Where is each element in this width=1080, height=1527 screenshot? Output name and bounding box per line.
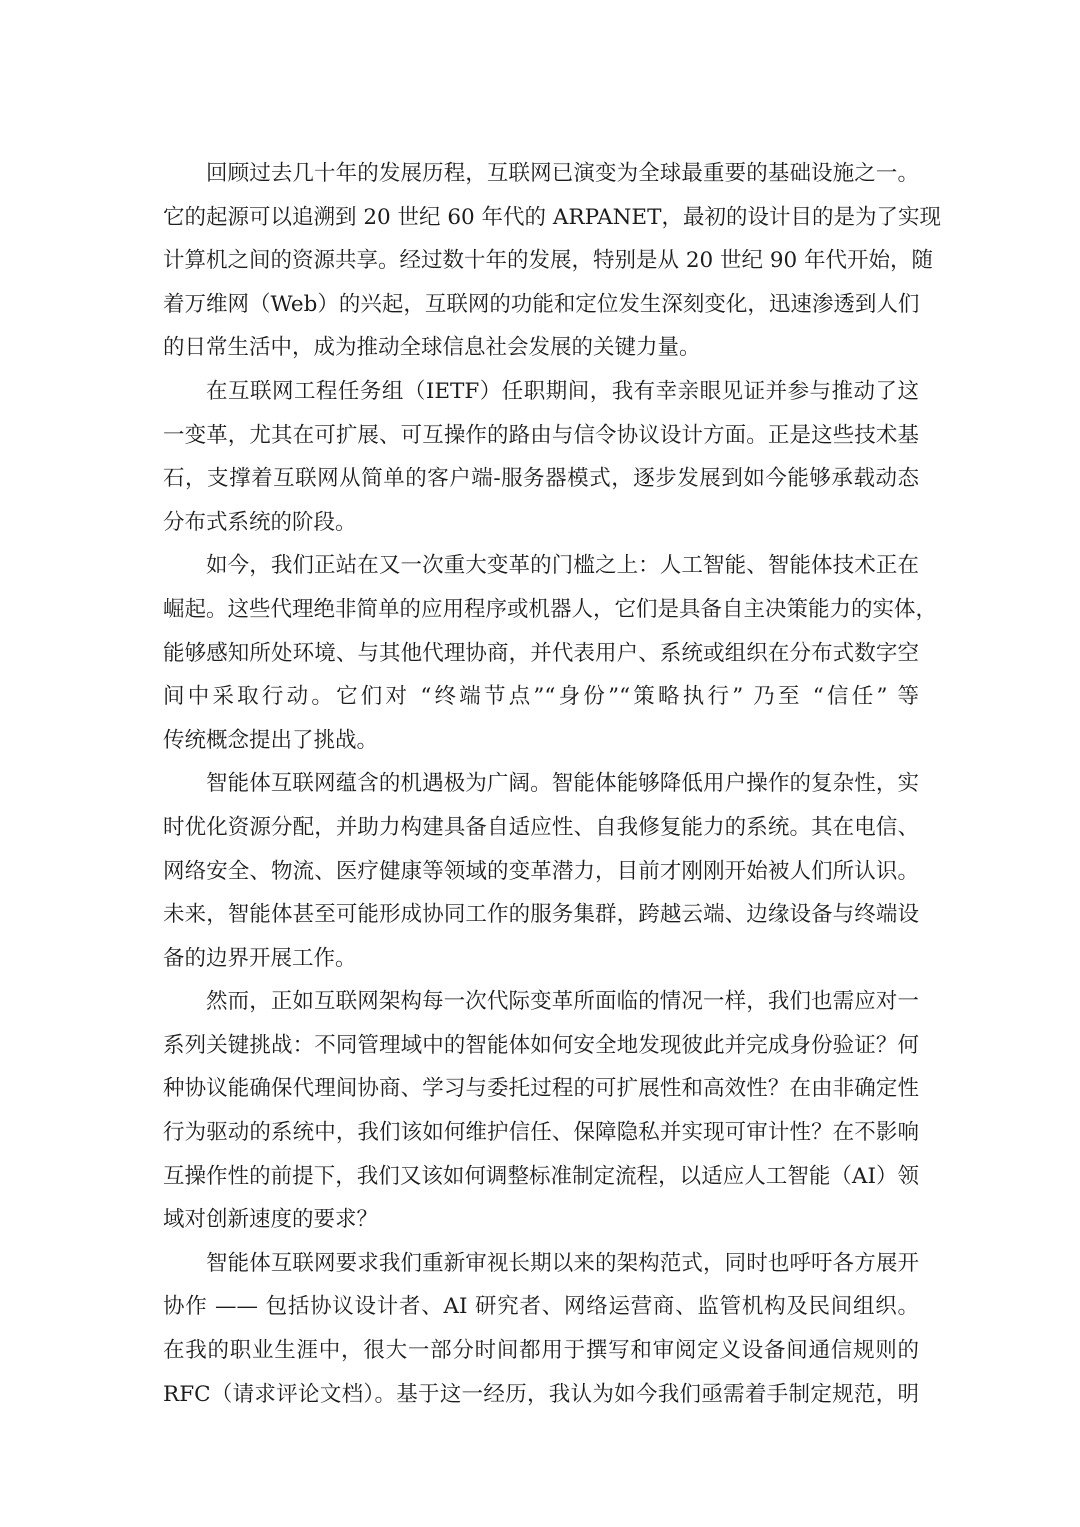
- text-line: 传统概念提出了挑战。: [163, 727, 379, 753]
- text-line: 崛起。这些代理绝非简单的应用程序或机器人，它们是具备自主决策能力的实体，: [163, 596, 938, 622]
- text-line: 域对创新速度的要求？: [163, 1207, 379, 1233]
- text-line: 在互联网工程任务组（IETF）任职期间，我有幸亲眼见证并参与推动了这: [206, 378, 919, 404]
- text-line: 间中采取行动。它们对 “终端节点”“身份”“策略执行” 乃至 “信任” 等: [163, 684, 919, 710]
- text-line: RFC（请求评论文档）。基于这一经历，我认为如今我们亟需着手制定规范，明: [163, 1381, 919, 1407]
- text-line: 的日常生活中，成为推动全球信息社会发展的关键力量。: [163, 335, 701, 361]
- document-body: [163, 152, 941, 1416]
- text-line: 着万维网（Web）的兴起，互联网的功能和定位发生深刻变化，迅速渗透到人们: [163, 291, 920, 317]
- text-line: 在我的职业生涯中，很大一部分时间都用于撰写和审阅定义设备间通信规则的: [163, 1338, 919, 1364]
- text-line: 它的起源可以追溯到 20 世纪 60 年代的 ARPANET，最初的设计目的是为了实现: [163, 204, 941, 230]
- text-line: 智能体互联网蕴含的机遇极为广阔。智能体能够降低用户操作的复杂性，实: [206, 771, 919, 797]
- text-line: 分布式系统的阶段。: [163, 509, 357, 535]
- text-line: 一变革，尤其在可扩展、可互操作的路由与信令协议设计方面。正是这些技术基: [163, 422, 919, 448]
- text-line: 网络安全、物流、医疗健康等领域的变革潜力，目前才刚刚开始被人们所认识。: [163, 858, 919, 884]
- text-line: 回顾过去几十年的发展历程，互联网已演变为全球最重要的基础设施之一。: [206, 161, 919, 186]
- text-line: 计算机之间的资源共享。经过数十年的发展，特别是从 20 世纪 90 年代开始，随: [163, 248, 934, 274]
- text-line: 如今，我们正站在又一次重大变革的门槛之上：人工智能、智能体技术正在: [206, 553, 919, 579]
- text-line: 石，支撑着互联网从简单的客户端-服务器模式，逐步发展到如今能够承载动态: [163, 466, 919, 492]
- text-line: 未来，智能体甚至可能形成协同工作的服务集群，跨越云端、边缘设备与终端设: [163, 902, 919, 928]
- text-line: 系列关键挑战：不同管理域中的智能体如何安全地发现彼此并完成身份验证？何: [163, 1032, 919, 1058]
- text-line: 能够感知所处环境、与其他代理协商，并代表用户、系统或组织在分布式数字空: [163, 640, 919, 666]
- text-line: 备的边界开展工作。: [163, 945, 357, 971]
- text-line: 然而，正如互联网架构每一次代际变革所面临的情况一样，我们也需应对一: [206, 989, 919, 1015]
- text-line: 行为驱动的系统中，我们该如何维护信任、保障隐私并实现可审计性？在不影响: [163, 1120, 919, 1146]
- text-line: 种协议能确保代理间协商、学习与委托过程的可扩展性和高效性？在由非确定性: [163, 1076, 919, 1102]
- text-line: 智能体互联网要求我们重新审视长期以来的架构范式，同时也呼吁各方展开: [206, 1250, 919, 1276]
- text-line: 时优化资源分配，并助力构建具备自适应性、自我修复能力的系统。其在电信、: [163, 814, 919, 840]
- text-line: 互操作性的前提下，我们又该如何调整标准制定流程，以适应人工智能（AI）领: [163, 1163, 919, 1189]
- text-line: 协作 —— 包括协议设计者、AI 研究者、网络运营商、监管机构及民间组织。: [163, 1294, 919, 1320]
